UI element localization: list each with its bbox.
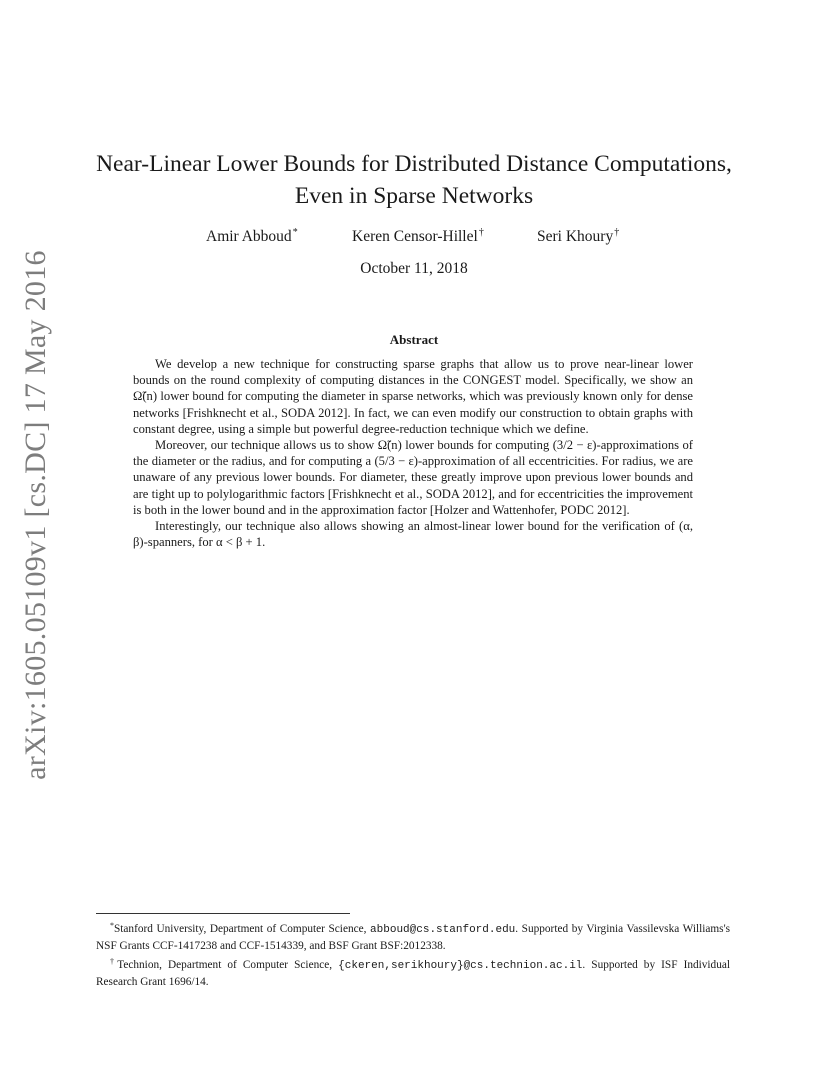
abstract-paragraph-3: Interestingly, our technique also allows showing an almost-linear lower bound for the verification of (α, β)-spanners, for α < β + 1. [133, 519, 693, 550]
email-link[interactable]: {ckeren,serikhoury}@cs.technion.ac.il [338, 960, 583, 972]
author-abboud: Amir Abboud* [206, 227, 298, 245]
footnote-technion: †Technion, Department of Computer Science, {ckeren,serikhoury}@cs.technion.ac.il. Supported by ISF Individual Research Grant 1696/14. [96, 957, 731, 988]
abstract-paragraph-2: Moreover, our technique allows us to show Ω̃(n) lower bounds for computing (3/2 − ε)-approximations of the diameter or the radius, and for computing a (5/3 − ε)-approximation of all eccentricities. For radius, we are unaware of any previous lower bounds. For diameter, these greatly improve upon previous lower bounds and are tight up to polylogarithmic factors [Frishknecht et al., SODA 2012], and for eccentricities the improvement is both in the lower bound and in the approximation factor [Holzer and Wattenhofer, PODC 2012]. [133, 438, 693, 517]
footnotes [96, 918, 730, 990]
author-footnote-mark: * [292, 227, 298, 238]
author-censor-hillel: Keren Censor-Hillel† [352, 227, 484, 245]
title-line-2: Even in Sparse Networks [294, 183, 534, 209]
abstract-body [133, 356, 693, 550]
footnote-stanford: *Stanford University, Department of Computer Science, abboud@cs.stanford.edu. Supported by Virginia Vassilevska Williams's NSF Grants CCF-1417238 and CCF-1514339, and BSF Grant BSF:2012338. [96, 921, 730, 952]
abstract-paragraph-1: We develop a new technique for constructing sparse graphs that allow us to prove near-linear lower bounds on the round complexity of computing distances in the CONGEST model. Specifically, we show an Ω̃(n) lower bound for computing the diameter in sparse networks, which was previously known only for dense networks [Frishknecht et al., SODA 2012]. In fact, we can even modify our construction to obtain graphs with constant degree, using a simple but powerful degree-reduction technique which we define. [133, 357, 693, 436]
abstract-heading: Abstract [389, 332, 439, 347]
paper-title [60, 148, 768, 212]
email-link[interactable]: abboud@cs.stanford.edu [370, 924, 516, 936]
arxiv-stamp: arXiv:1605.05109v1 [cs.DC] 17 May 2016 [19, 250, 52, 780]
title-line-1: Near-Linear Lower Bounds for Distributed Distance Computations, [96, 151, 732, 177]
footnote-divider [96, 913, 350, 914]
author-footnote-mark: † [614, 227, 620, 238]
author-footnote-mark: † [478, 227, 484, 238]
author-khoury: Seri Khoury† [537, 227, 620, 245]
paper-date: October 11, 2018 [360, 260, 468, 277]
